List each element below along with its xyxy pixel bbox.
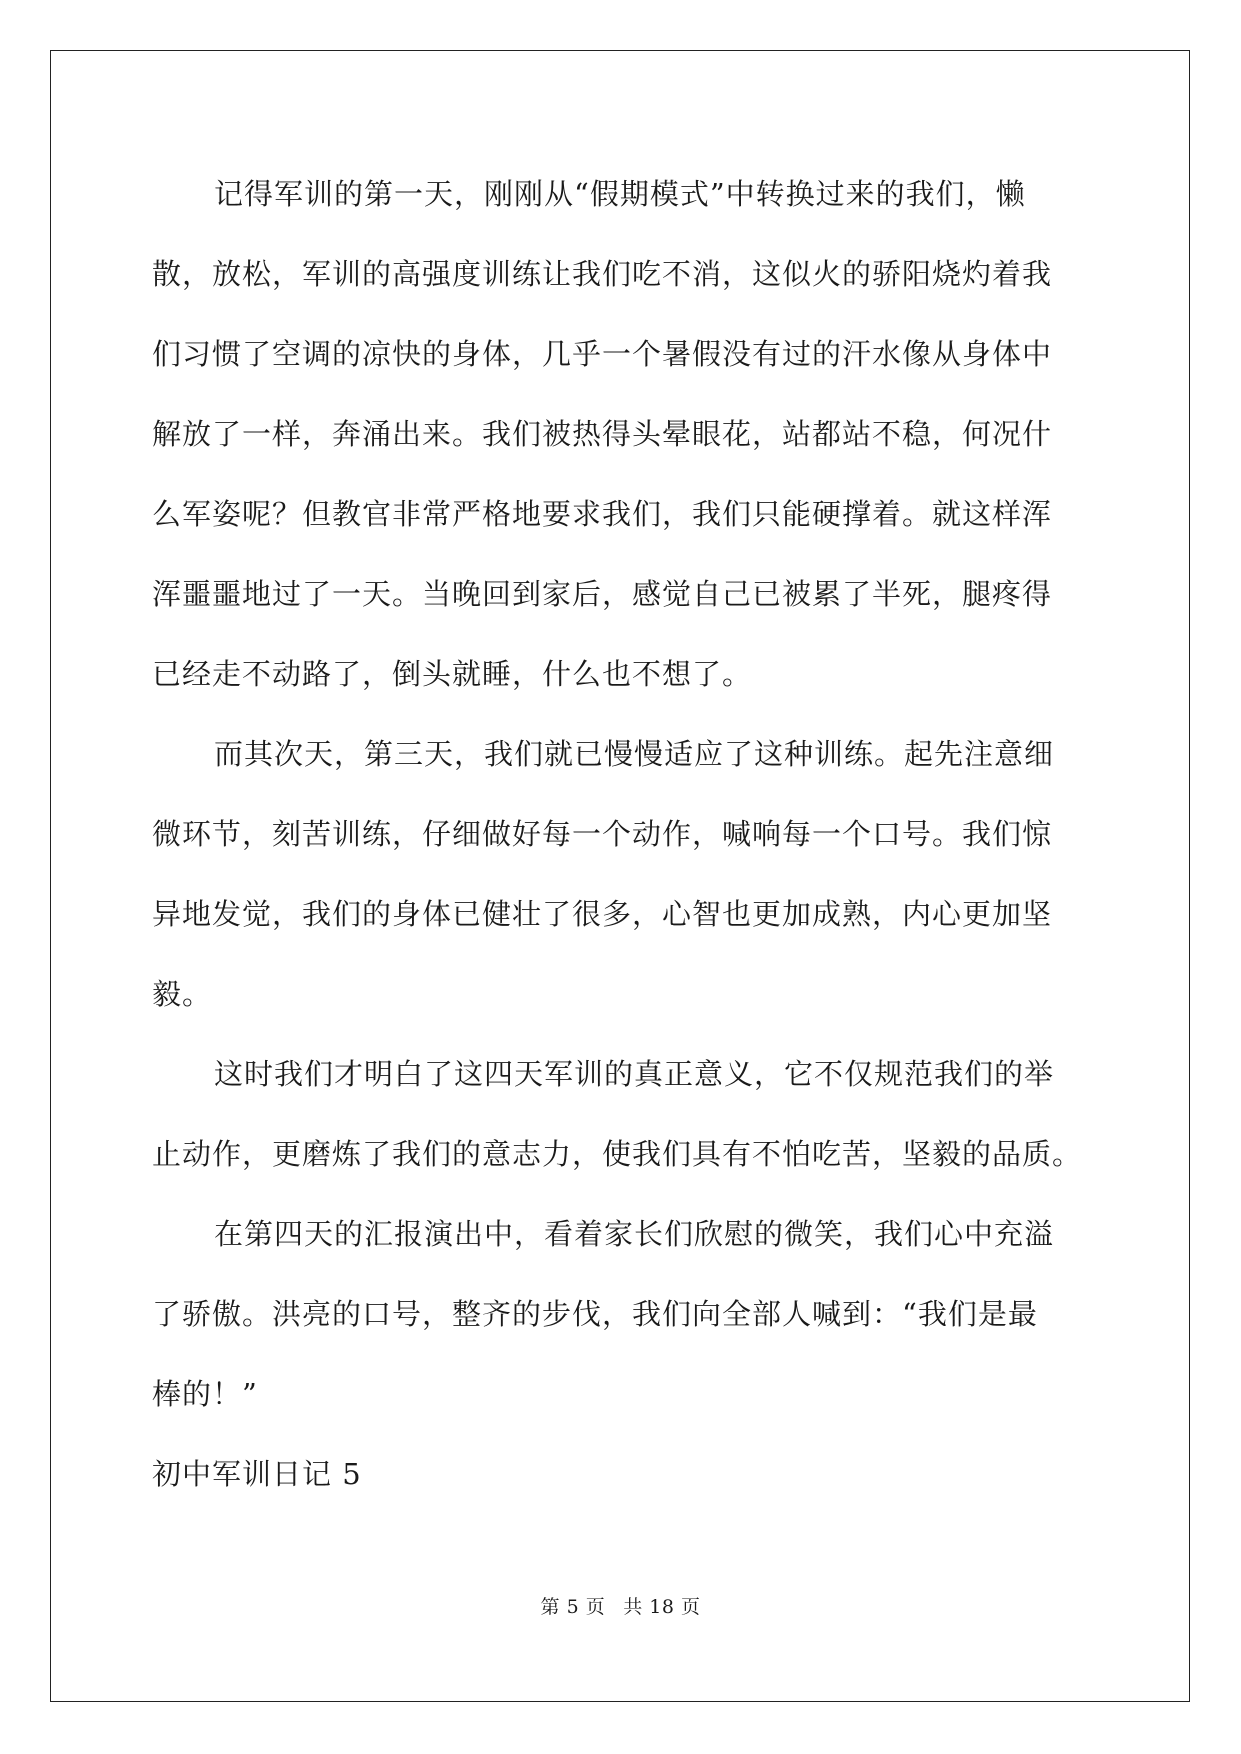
paragraph-4 bbox=[152, 1194, 1092, 1434]
text-line: 这时我们才明白了这四天军训的真正意义，它不仅规范我们的举 bbox=[214, 1057, 1055, 1091]
text-line: 微环节，刻苦训练，仔细做好每一个动作，喊响每一个口号。我们惊 bbox=[152, 817, 1053, 851]
page-number: 第 5 页 bbox=[540, 1596, 606, 1618]
paragraph-3 bbox=[152, 1034, 1092, 1194]
text-line: 记得军训的第一天，刚刚从“假期模式”中转换过来的我们，懒 bbox=[214, 177, 1026, 211]
text-line: 浑噩噩地过了一天。当晚回到家后，感觉自己已被累了半死，腿疼得 bbox=[152, 577, 1053, 611]
text-line: 已经走不动路了，倒头就睡，什么也不想了。 bbox=[152, 657, 753, 691]
paragraph-2 bbox=[152, 714, 1092, 1034]
paragraph-1 bbox=[152, 154, 1092, 714]
page-total: 共 18 页 bbox=[623, 1596, 701, 1618]
text-line: 棒的！” bbox=[152, 1377, 258, 1411]
text-line: 止动作，更磨炼了我们的意志力，使我们具有不怕吃苦，坚毅的品质。 bbox=[152, 1137, 1083, 1171]
document-body bbox=[152, 154, 1092, 1514]
section-heading: 初中军训日记 5 bbox=[152, 1457, 362, 1491]
text-line: 散，放松，军训的高强度训练让我们吃不消，这似火的骄阳烧灼着我 bbox=[152, 257, 1053, 291]
page-footer bbox=[0, 1592, 1241, 1619]
text-line: 解放了一样，奔涌出来。我们被热得头晕眼花，站都站不稳，何况什 bbox=[152, 417, 1053, 451]
text-line: 了骄傲。洪亮的口号，整齐的步伐，我们向全部人喊到：“我们是最 bbox=[152, 1297, 1038, 1331]
text-line: 异地发觉，我们的身体已健壮了很多，心智也更加成熟，内心更加坚 bbox=[152, 897, 1053, 931]
text-line: 在第四天的汇报演出中，看着家长们欣慰的微笑，我们心中充溢 bbox=[214, 1217, 1055, 1251]
text-line: 么军姿呢？但教官非常严格地要求我们，我们只能硬撑着。就这样浑 bbox=[152, 497, 1053, 531]
text-line: 们习惯了空调的凉快的身体，几乎一个暑假没有过的汗水像从身体中 bbox=[152, 337, 1053, 371]
text-line: 毅。 bbox=[152, 977, 213, 1011]
text-line: 而其次天，第三天，我们就已慢慢适应了这种训练。起先注意细 bbox=[214, 737, 1055, 771]
